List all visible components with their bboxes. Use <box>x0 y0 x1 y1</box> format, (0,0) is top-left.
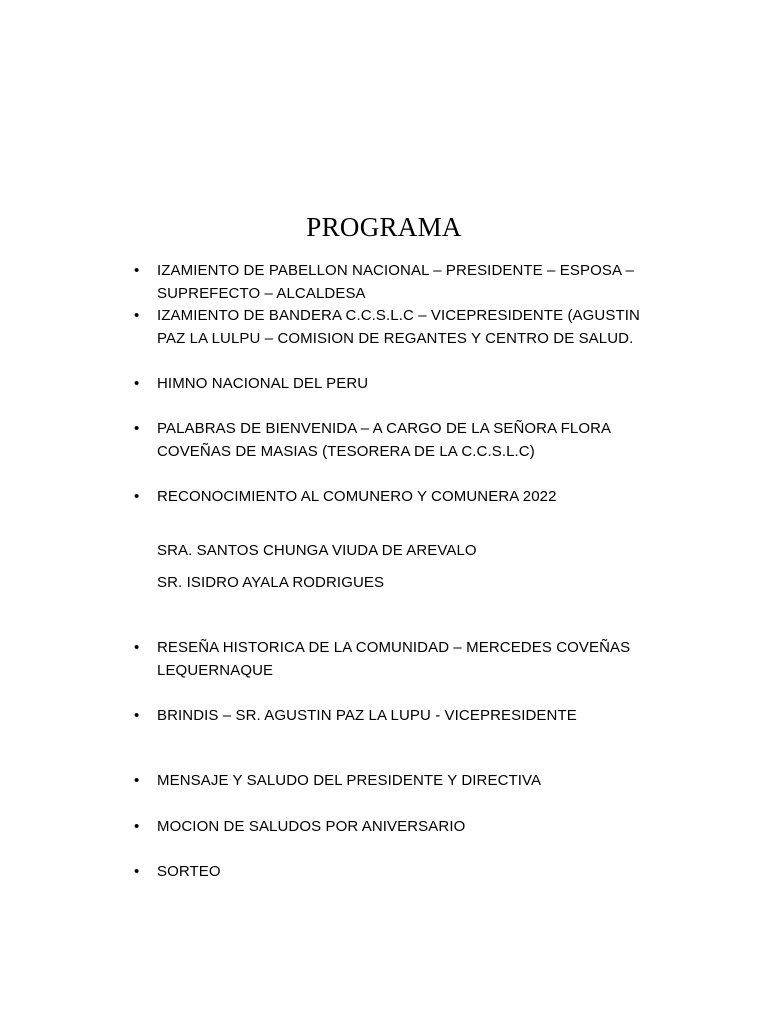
honoree-comunera: SRA. SANTOS CHUNGA VIUDA DE AREVALO <box>157 542 477 559</box>
program-item-sorteo: • SORTEO <box>157 860 667 883</box>
program-item-reconocimiento: • RECONOCIMIENTO AL COMUNERO Y COMUNERA 2022 <box>157 485 667 508</box>
program-item-bienvenida: • PALABRAS DE BIENVENIDA – A CARGO DE LA SEÑORA FLORA COVEÑAS DE MASIAS (TESORERA DE LA C.C.S.L.C) <box>157 417 667 463</box>
program-item-brindis: • BRINDIS – SR. AGUSTIN PAZ LA LUPU - VICEPRESIDENTE <box>157 704 667 727</box>
program-item-himno: • HIMNO NACIONAL DEL PERU <box>157 372 667 395</box>
program-item-pabellon: • IZAMIENTO DE PABELLON NACIONAL – PRESIDENTE – ESPOSA – SUPREFECTO – ALCALDESA <box>157 259 667 305</box>
program-item-resena: • RESEÑA HISTORICA DE LA COMUNIDAD – MERCEDES COVEÑAS LEQUERNAQUE <box>157 636 667 682</box>
honoree-comunero: SR. ISIDRO AYALA RODRIGUES <box>157 574 385 591</box>
program-item-mocion: • MOCION DE SALUDOS POR ANIVERSARIO <box>157 815 667 838</box>
program-item-mensaje: • MENSAJE Y SALUDO DEL PRESIDENTE Y DIRECTIVA <box>157 769 667 792</box>
page-title: PROGRAMA <box>306 212 462 242</box>
program-item-bandera: • IZAMIENTO DE BANDERA C.C.S.L.C – VICEPRESIDENTE (AGUSTIN PAZ LA LULPU – COMISION DE REGANTES Y CENTRO DE SALUD. <box>157 304 667 350</box>
